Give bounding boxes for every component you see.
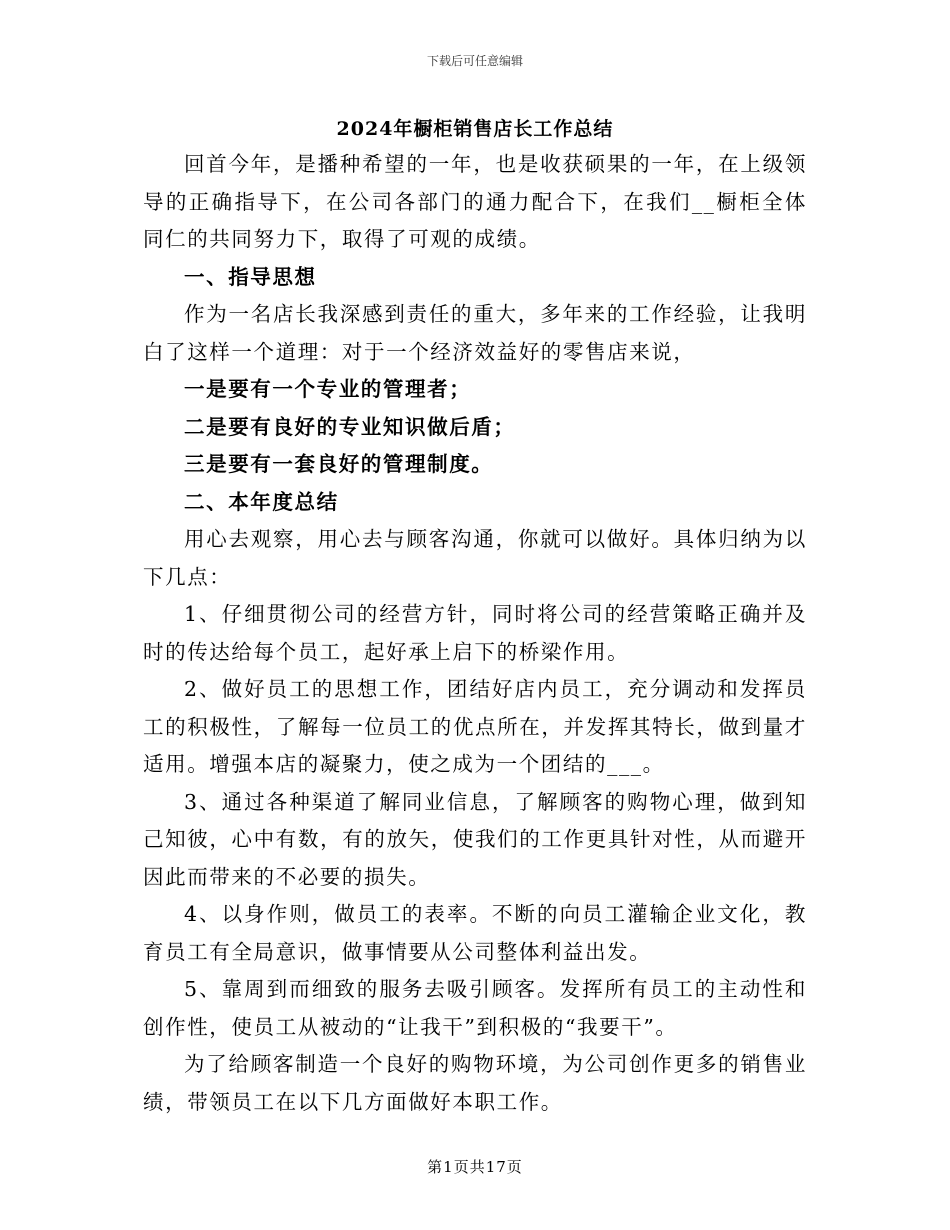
section-heading-guiding-thought: 一、指导思想	[184, 264, 317, 289]
list-item-4: 4、以身作则，做员工的表率。不断的向员工灌输企业文化，教育员工有全局意识，做事情要从公司整体利益出发。	[143, 902, 807, 964]
section-heading-annual-summary: 二、本年度总结	[184, 489, 339, 514]
header-note: 下载后可任意编辑	[426, 54, 523, 68]
paragraph-observe: 用心去观察，用心去与顾客沟通，你就可以做好。具体归纳为以下几点：	[143, 527, 807, 589]
list-item-1: 1、仔细贯彻公司的经营方针，同时将公司的经营策略正确并及时的传达给每个员工，起好承上启下的桥梁作用。	[143, 602, 807, 664]
list-item-5: 5、靠周到而细致的服务去吸引顾客。发挥所有员工的主动性和创作性，使员工从被动的“让我干”到积极的“我要干”。	[143, 977, 807, 1039]
paragraph-closing: 为了给顾客制造一个良好的购物环境，为公司创作更多的销售业绩，带领员工在以下几方面做好本职工作。	[143, 1052, 807, 1114]
paragraph-manager-role: 作为一名店长我深感到责任的重大，多年来的工作经验，让我明白了这样一个道理：对于一个经济效益好的零售店来说，	[143, 302, 807, 364]
point-professional-knowledge: 二是要有良好的专业知识做后盾；	[184, 414, 516, 439]
document-title: 2024年橱柜销售店长工作总结	[336, 118, 614, 140]
page-number-footer: 第1页共17页	[427, 1158, 523, 1176]
list-item-2: 2、做好员工的思想工作，团结好店内员工，充分调动和发挥员工的积极性，了解每一位员工的优点所在，并发挥其特长，做到量才适用。增强本店的凝聚力，使之成为一个团结的___。	[143, 677, 807, 776]
document-body	[143, 146, 807, 1121]
list-item-3: 3、通过各种渠道了解同业信息，了解顾客的购物心理，做到知己知彼，心中有数，有的放矢，使我们的工作更具针对性，从而避开因此而带来的不必要的损失。	[143, 789, 807, 889]
paragraph-intro: 回首今年，是播种希望的一年，也是收获硕果的一年，在上级领导的正确指导下，在公司各部门的通力配合下，在我们__橱柜全体同仁的共同努力下，取得了可观的成绩。	[143, 152, 807, 251]
point-management-system: 三是要有一套良好的管理制度。	[184, 452, 494, 476]
point-professional-manager: 一是要有一个专业的管理者；	[184, 377, 472, 401]
